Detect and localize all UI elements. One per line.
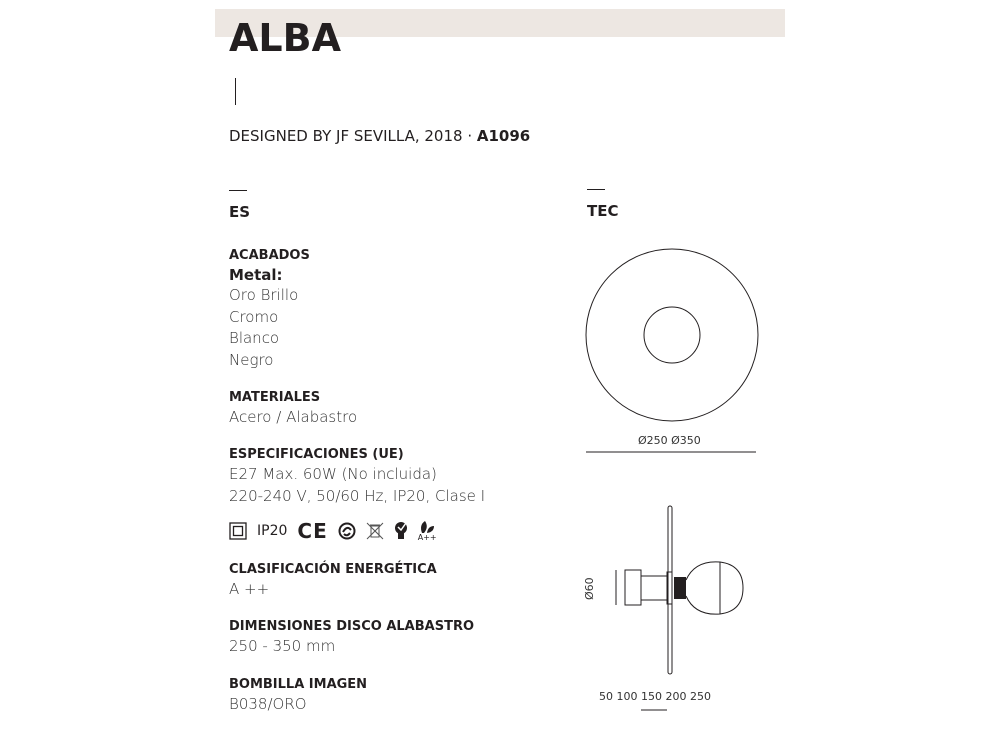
ce-mark-icon: CE bbox=[297, 519, 328, 543]
acabados-section bbox=[229, 247, 310, 371]
base-outline bbox=[644, 307, 700, 363]
divider bbox=[235, 78, 236, 105]
certification-icons bbox=[229, 519, 437, 543]
front-dimensions: Ø250 Ø350 bbox=[638, 434, 701, 447]
product-title: ALBA bbox=[229, 16, 341, 60]
dimensiones-label: DIMENSIONES DISCO ALABASTRO bbox=[229, 619, 475, 634]
spec-line: E27 Max. 60W (No incluida) bbox=[229, 465, 437, 483]
weee-bin-icon bbox=[366, 521, 384, 541]
scale-labels: 50 100 150 200 250 bbox=[599, 690, 711, 703]
bulb-outline bbox=[686, 562, 743, 614]
stem-outline bbox=[641, 576, 667, 600]
acabados-sub: Metal: bbox=[229, 266, 283, 284]
dimensiones-section bbox=[229, 618, 474, 658]
eco-leaf-icon bbox=[418, 520, 437, 542]
finish-item: Blanco bbox=[229, 329, 280, 347]
designer-line bbox=[229, 126, 530, 146]
materiales-value: Acero / Alabastro bbox=[229, 408, 358, 426]
canopy-outline bbox=[625, 570, 641, 605]
clasificacion-section bbox=[229, 561, 437, 601]
bombilla-label: BOMBILLA IMAGEN bbox=[229, 677, 368, 692]
materiales-label: MATERIALES bbox=[229, 390, 321, 405]
clasificacion-label: CLASIFICACIÓN ENERGÉTICA bbox=[229, 562, 437, 577]
bulb-icon bbox=[394, 521, 408, 541]
spec-line: 220-240 V, 50/60 Hz, IP20, Clase I bbox=[229, 486, 486, 505]
finish-item: Oro Brillo bbox=[229, 286, 299, 304]
dash bbox=[587, 189, 605, 190]
ip20-label: IP20 bbox=[257, 523, 288, 539]
green-dot-icon bbox=[338, 522, 356, 540]
acabados-label: ACABADOS bbox=[229, 248, 310, 263]
dash bbox=[229, 190, 247, 191]
disc-outline bbox=[586, 249, 758, 421]
front-view-drawing bbox=[580, 240, 770, 460]
finish-item: Cromo bbox=[229, 307, 279, 326]
product-code: A1096 bbox=[476, 127, 531, 145]
energy-class-badge: A++ bbox=[417, 533, 437, 542]
bombilla-section bbox=[229, 676, 367, 716]
bombilla-value: B038/ORO bbox=[229, 695, 307, 713]
especificaciones-label: ESPECIFICACIONES (UE) bbox=[229, 447, 404, 462]
socket bbox=[674, 577, 686, 599]
materiales-section bbox=[229, 389, 357, 429]
finish-item: Negro bbox=[229, 350, 274, 369]
class-ii-icon bbox=[229, 522, 247, 540]
disc-side-outline bbox=[668, 506, 672, 674]
tec-heading: TEC bbox=[587, 202, 619, 220]
side-dimension: Ø60 bbox=[583, 577, 596, 600]
leaf-icon bbox=[419, 520, 435, 534]
especificaciones-section bbox=[229, 446, 485, 507]
designer-text: DESIGNED BY JF SEVILLA, 2018 · bbox=[229, 127, 477, 145]
lang-heading: ES bbox=[229, 203, 251, 221]
side-view-drawing bbox=[580, 490, 780, 720]
clasificacion-value: A ++ bbox=[229, 580, 270, 598]
dimensiones-value: 250 - 350 mm bbox=[229, 637, 336, 655]
